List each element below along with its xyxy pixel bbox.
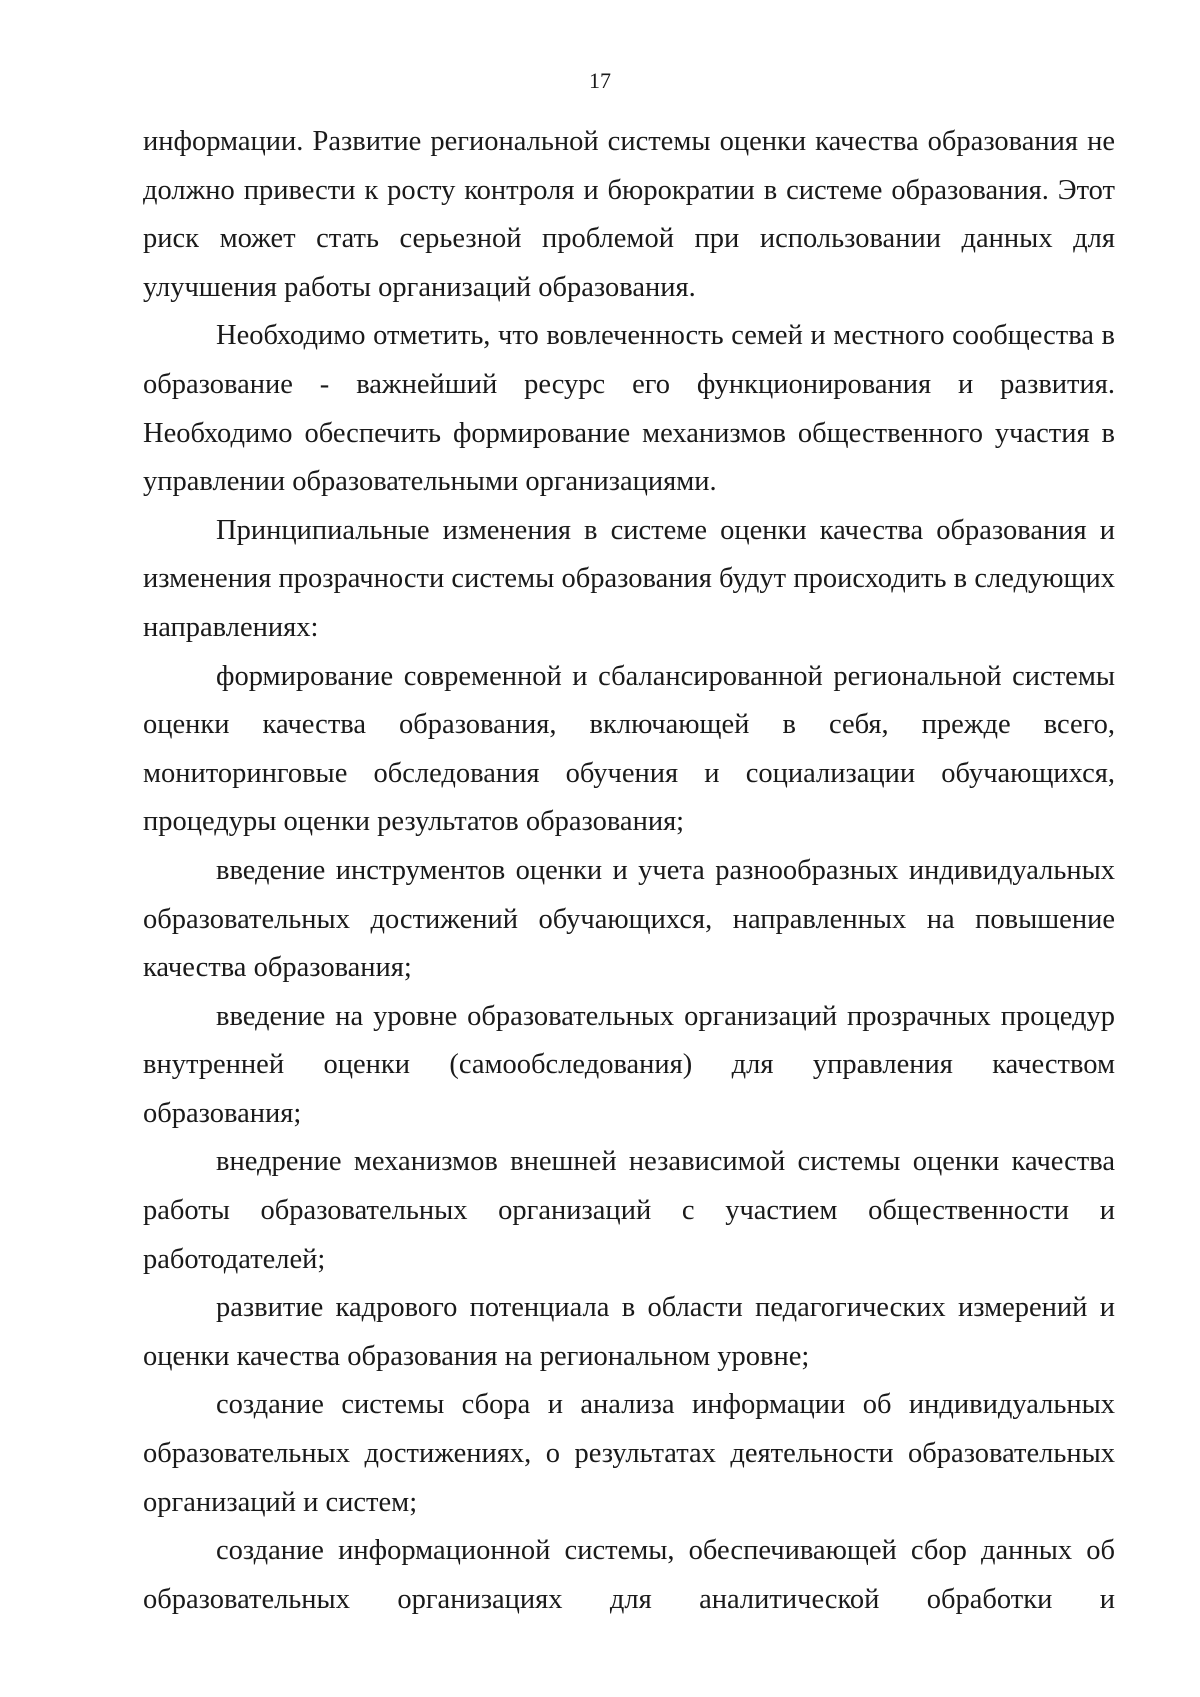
paragraph: создание системы сбора и анализа информации об индивидуальных образовательных достижениях, о результатах деятельности образовательных организаций и систем; <box>143 1389 1115 1518</box>
paragraph: внедрение механизмов внешней независимой системы оценки качества работы образовательных организаций с участием общественности и работодателей; <box>143 1146 1115 1275</box>
paragraph: Принципиальные изменения в системе оценки качества образования и изменения прозрачности системы образования будут происходить в следующих направлениях: <box>143 514 1115 643</box>
paragraph: введение на уровне образовательных организаций прозрачных процедур внутренней оценки (самообследования) для управления качеством образования; <box>143 1000 1115 1129</box>
paragraph: формирование современной и сбалансированной региональной системы оценки качества образования, включающей в себя, прежде всего, мониторинговые обследования обучения и социализации обучающихся, процедуры оценки результатов образования; <box>143 660 1115 838</box>
paragraph: развитие кадрового потенциала в области педагогических измерений и оценки качества образования на региональном уровне; <box>143 1292 1115 1372</box>
document-body <box>143 118 1115 1624</box>
paragraph: информации. Развитие региональной системы оценки качества образования не должно привести к росту контроля и бюрократии в системе образования. Этот риск может стать серьезной проблемой при использовании данных для улучшения работы организаций образования. <box>143 126 1115 303</box>
page-number: 17 <box>589 68 611 93</box>
paragraph: создание информационной системы, обеспечивающей сбор данных об образовательных организациях для аналитической обработки и <box>143 1535 1115 1615</box>
paragraph: Необходимо отметить, что вовлеченность семей и местного сообщества в образование - важнейший ресурс его функционирования и развития. Необходимо обеспечить формирование механизмов общественного участия в управлении образовательными организациями. <box>143 320 1115 498</box>
paragraph: введение инструментов оценки и учета разнообразных индивидуальных образовательных достижений обучающихся, направленных на повышение качества образования; <box>143 854 1115 984</box>
